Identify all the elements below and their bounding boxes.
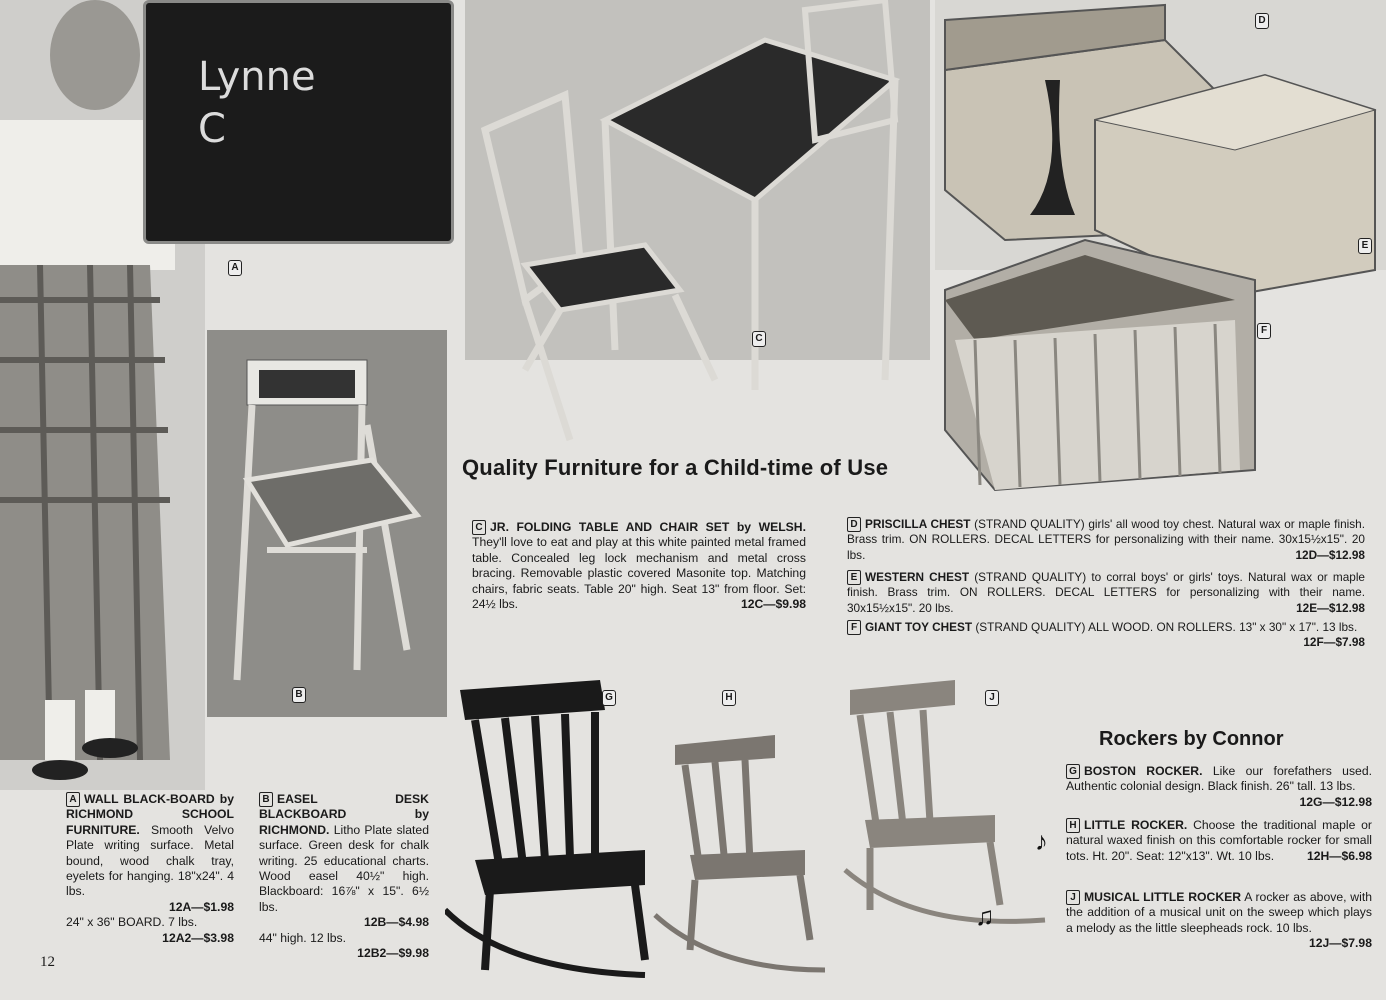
item-j-title: MUSICAL LITTLE ROCKER (1084, 890, 1242, 904)
item-g-description (1066, 764, 1372, 810)
badge-e-inline: E (847, 570, 861, 585)
wall-blackboard (143, 0, 454, 244)
svg-text:♫: ♫ (975, 901, 995, 931)
item-e-price: 12E—$12.98 (1296, 600, 1365, 615)
item-b-price: 12B—$4.98 (363, 915, 429, 930)
item-f-price: 12F—$7.98 (1303, 635, 1365, 650)
item-a-line2: 24" x 36" BOARD. 7 lbs. (66, 915, 198, 930)
item-e-title: WESTERN CHEST (865, 570, 970, 584)
page-number: 12 (40, 954, 55, 970)
item-a-title: WALL BLACK-BOARD by RICHMOND SCHOOL FURNITURE. (66, 792, 234, 837)
item-g-text: Like our forefathers used. Authentic colonial design. Black finish. 26" tall. 13 lbs. (1066, 764, 1372, 794)
rockers-illustration (445, 670, 1065, 990)
item-b-title: EASEL DESK BLACKBOARD by RICHMOND. (259, 792, 429, 837)
item-j-price: 12J—$7.98 (1308, 936, 1372, 951)
badge-f-inline: F (847, 620, 861, 635)
badge-d: D (1255, 13, 1269, 29)
item-c-text: They'll love to eat and play at this white painted metal framed table. Concealed leg lock mechanism and metal cross bracing. Removable plastic covered Masonite top. Matching chairs, fabric seats. Table 20" high. Seat 13" from floor. Set: 24½ lbs. (472, 535, 806, 612)
badge-a-inline: A (66, 792, 80, 807)
toy-chests-illustration (935, 0, 1386, 505)
easel-illustration (207, 330, 447, 717)
item-c-title: JR. FOLDING TABLE AND CHAIR SET by WELSH. (490, 520, 806, 534)
item-c-price: 12C—$9.98 (740, 597, 806, 612)
item-g-title: BOSTON ROCKER. (1084, 764, 1203, 778)
blackboard-handwriting: Lynne C (198, 54, 316, 152)
item-d-price: 12D—$12.98 (1295, 547, 1365, 562)
item-f-text: (STRAND QUALITY) ALL WOOD. ON ROLLERS. 13" x 30" x 17". 13 lbs. (975, 620, 1358, 634)
item-j-text: A rocker as above, with the addition of a musical unit on the sweep which plays a melody as the little sleepheads rock. 10 lbs. (1066, 890, 1372, 935)
item-h-title: LITTLE ROCKER. (1084, 818, 1188, 832)
item-h-price: 12H—$6.98 (1306, 848, 1372, 863)
item-b-description (259, 792, 429, 961)
rockers-heading: Rockers by Connor (1099, 728, 1284, 750)
item-b-price2: 12B2—$9.98 (357, 946, 429, 961)
badge-f: F (1257, 323, 1271, 339)
badge-b: B (292, 687, 306, 703)
table-chair-illustration (465, 0, 930, 450)
badge-c: C (752, 331, 766, 347)
badge-j: J (985, 690, 999, 706)
svg-text:♪: ♪ (1035, 826, 1048, 856)
item-j-description (1066, 890, 1372, 952)
badge-b-inline: B (259, 792, 273, 807)
badge-a: A (228, 260, 242, 276)
item-a-price2: 12A2—$3.98 (162, 930, 234, 945)
item-c-description (472, 520, 806, 612)
item-g-price: 12G—$12.98 (1299, 794, 1372, 809)
item-h-description (1066, 818, 1372, 864)
item-b-text: Litho Plate slated surface. Green desk for chalk writing. 25 educational charts. Wood easel 40½" high. Blackboard: 16⅞" x 15". 6½ lbs. (259, 822, 429, 914)
item-a-price: 12A—$1.98 (168, 899, 234, 914)
item-d-text: (STRAND QUALITY) girls' all wood toy chest. Natural wax or maple finish. Brass trim. ON ROLLERS. DECAL LETTERS for personalizing with their name. 30x15½x15". 20 lbs. (847, 517, 1365, 562)
badge-h-inline: H (1066, 818, 1080, 833)
item-f-description (847, 620, 1365, 651)
page-headline: Quality Furniture for a Child-time of Use (462, 455, 889, 480)
badge-g-inline: G (1066, 764, 1080, 779)
badge-d-inline: D (847, 517, 861, 532)
badge-h: H (722, 690, 736, 706)
item-e-text: (STRAND QUALITY) to corral boys' or girls' toys. Natural wax or maple finish. Brass trim. ON ROLLERS. DECAL LETTERS for personalizing with their name. 30x15½x15". 20 lbs. (847, 570, 1365, 615)
badge-e: E (1358, 238, 1372, 254)
badge-c-inline: C (472, 520, 486, 535)
item-d-title: PRISCILLA CHEST (865, 517, 971, 531)
item-d-description (847, 517, 1365, 563)
item-b-line2: 44" high. 12 lbs. (259, 930, 346, 945)
badge-j-inline: J (1066, 890, 1080, 905)
item-h-text: Choose the traditional maple or natural waxed finish on this comfortable rocker for small tots. Ht. 20". Seat: 12"x13". Wt. 10 lbs. (1066, 818, 1372, 863)
item-e-description (847, 570, 1365, 616)
badge-g: G (602, 690, 616, 706)
item-a-description (66, 792, 234, 946)
item-a-text: Smooth Velvo Plate writing surface. Metal bound, wood chalk tray, eyelets for hanging. 18"x24". 4 lbs. (66, 822, 234, 899)
item-f-title: GIANT TOY CHEST (865, 620, 973, 634)
